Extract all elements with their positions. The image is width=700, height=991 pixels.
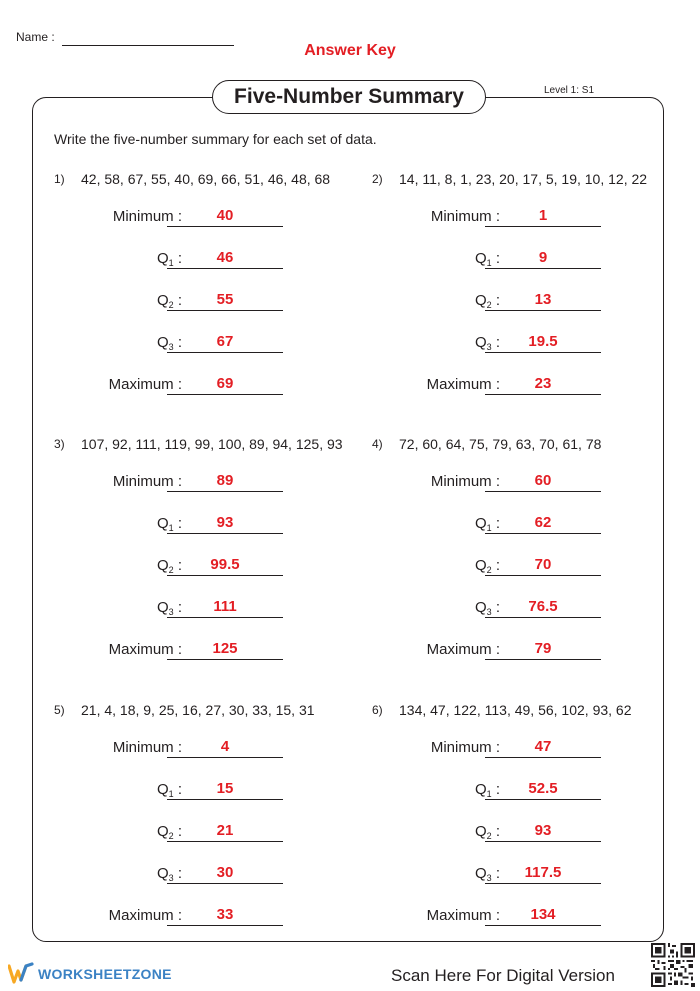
answer-blank[interactable] [485,799,601,800]
maximum-label: Maximum : [108,907,182,924]
q1-label: $Q_1$ : [156,515,182,533]
answer-blank[interactable] [485,575,601,576]
max-row [54,376,374,396]
min-row [372,208,692,228]
q3-label: $Q_3$ : [156,865,182,883]
max-row [372,907,692,927]
answer-blank[interactable] [485,617,601,618]
q3-label: $Q_3$ : [474,334,500,352]
answer-blank[interactable] [167,799,283,800]
minimum-label: Minimum : [112,208,182,225]
problem-4 [372,437,692,697]
q2-answer: 55 [216,291,234,308]
worksheetzone-logo-icon [8,962,34,986]
data-set: 107, 92, 111, 119, 99, 100, 89, 94, 125, 93 [81,436,343,452]
q3-answer: 76.5 [528,598,558,615]
q3-row [54,865,374,885]
answer-blank[interactable] [167,659,283,660]
problem-number: 4) [372,437,383,451]
q2-row [54,823,374,843]
min-answer: 1 [538,207,548,224]
maximum-label: Maximum : [426,907,500,924]
q2-row [54,557,374,577]
problem-number: 2) [372,172,383,186]
answer-blank[interactable] [167,883,283,884]
answer-key-label: Answer Key [304,42,396,59]
q1-label: $Q_1$ : [474,781,500,799]
min-row [54,473,374,493]
q3-row [372,865,692,885]
answer-blank[interactable] [485,491,601,492]
max-answer: 125 [212,640,238,657]
data-set: 42, 58, 67, 55, 40, 69, 66, 51, 46, 48, 68 [81,171,331,187]
minimum-label: Minimum : [430,473,500,490]
data-set: 134, 47, 122, 113, 49, 56, 102, 93, 62 [399,702,632,718]
max-row [54,907,374,927]
min-row [372,473,692,493]
q1-label: $Q_1$ : [156,781,182,799]
problem-1 [54,172,374,432]
min-answer: 89 [216,472,234,489]
q2-label: $Q_2$ : [156,823,182,841]
min-row [372,739,692,759]
min-answer: 40 [216,207,234,224]
answer-blank[interactable] [167,575,283,576]
problem-3 [54,437,374,697]
q1-answer: 52.5 [528,780,558,797]
maximum-label: Maximum : [108,641,182,658]
q3-row [372,334,692,354]
answer-blank[interactable] [485,533,601,534]
max-answer: 33 [216,906,234,923]
answer-blank[interactable] [485,757,601,758]
scan-caption: Scan Here For Digital Version [391,966,615,985]
q1-row [372,515,692,535]
q1-label: $Q_1$ : [474,515,500,533]
q2-label: $Q_2$ : [474,292,500,310]
max-row [372,376,692,396]
answer-blank[interactable] [167,352,283,353]
problem-2 [372,172,692,432]
max-row [372,641,692,661]
answer-blank[interactable] [167,533,283,534]
answer-blank[interactable] [167,617,283,618]
min-answer: 60 [534,472,552,489]
q1-label: $Q_1$ : [156,250,182,268]
minimum-label: Minimum : [430,208,500,225]
q3-label: $Q_3$ : [156,334,182,352]
q2-row [54,292,374,312]
q3-answer: 67 [216,333,234,350]
answer-blank[interactable] [485,310,601,311]
level-label: Level 1: S1 [544,85,595,96]
q1-row [54,781,374,801]
q2-answer: 70 [534,556,552,573]
answer-blank[interactable] [485,841,601,842]
answer-blank[interactable] [167,491,283,492]
problem-6 [372,703,692,963]
max-answer: 69 [216,375,234,392]
minimum-label: Minimum : [112,473,182,490]
problem-number: 5) [54,703,65,717]
min-row [54,739,374,759]
q1-row [54,515,374,535]
name-label: Name : [16,30,55,44]
q3-answer: 111 [213,598,237,615]
q3-row [54,599,374,619]
minimum-label: Minimum : [430,739,500,756]
q1-row [372,781,692,801]
q2-answer: 13 [534,291,552,308]
q1-row [372,250,692,270]
q3-label: $Q_3$ : [474,599,500,617]
answer-blank[interactable] [167,757,283,758]
q2-row [372,823,692,843]
q1-answer: 62 [534,514,552,531]
answer-blank[interactable] [167,925,283,926]
answer-blank[interactable] [485,226,601,227]
answer-blank[interactable] [167,268,283,269]
maximum-label: Maximum : [426,641,500,658]
answer-blank[interactable] [167,310,283,311]
max-answer: 79 [534,640,552,657]
q3-label: $Q_3$ : [474,865,500,883]
data-set: 72, 60, 64, 75, 79, 63, 70, 61, 78 [399,436,602,452]
maximum-label: Maximum : [108,376,182,393]
answer-blank[interactable] [485,659,601,660]
q2-answer: 99.5 [210,556,240,573]
answer-blank[interactable] [167,394,283,395]
answer-blank[interactable] [167,226,283,227]
max-answer: 23 [534,375,552,392]
answer-blank[interactable] [167,841,283,842]
q2-label: $Q_2$ : [156,292,182,310]
q3-answer: 19.5 [528,333,558,350]
q1-answer: 15 [216,780,234,797]
data-set: 21, 4, 18, 9, 25, 16, 27, 30, 33, 15, 31 [81,702,315,718]
problem-number: 6) [372,703,383,717]
q1-answer: 93 [216,514,234,531]
q3-row [372,599,692,619]
q2-row [372,557,692,577]
max-row [54,641,374,661]
problem-number: 3) [54,437,65,451]
q1-answer: 46 [216,249,234,266]
q3-answer: 30 [216,864,234,881]
q2-label: $Q_2$ : [156,557,182,575]
q1-answer: 9 [538,249,548,266]
q2-answer: 93 [534,822,552,839]
worksheetzone-logo-text: WORKSHEETZONE [38,966,172,982]
answer-blank[interactable] [485,352,601,353]
q2-label: $Q_2$ : [474,823,500,841]
q3-row [54,334,374,354]
min-row [54,208,374,228]
q3-label: $Q_3$ : [156,599,182,617]
max-answer: 134 [530,906,556,923]
answer-blank[interactable] [485,394,601,395]
data-set: 14, 11, 8, 1, 23, 20, 17, 5, 19, 10, 12, 22 [399,171,648,187]
problem-number: 1) [54,172,65,186]
worksheet-title: Five-Number Summary [212,80,486,114]
q1-row [54,250,374,270]
q2-row [372,292,692,312]
maximum-label: Maximum : [426,376,500,393]
qr-code-icon[interactable] [651,943,695,987]
minimum-label: Minimum : [112,739,182,756]
q2-answer: 21 [216,822,234,839]
q3-answer: 117.5 [524,864,562,881]
answer-blank[interactable] [485,925,601,926]
instructions: Write the five-number summary for each set of data. [54,131,377,147]
q2-label: $Q_2$ : [474,557,500,575]
answer-blank[interactable] [485,883,601,884]
q1-label: $Q_1$ : [474,250,500,268]
min-answer: 4 [220,738,230,755]
min-answer: 47 [534,738,552,755]
problem-5 [54,703,374,963]
answer-blank[interactable] [485,268,601,269]
